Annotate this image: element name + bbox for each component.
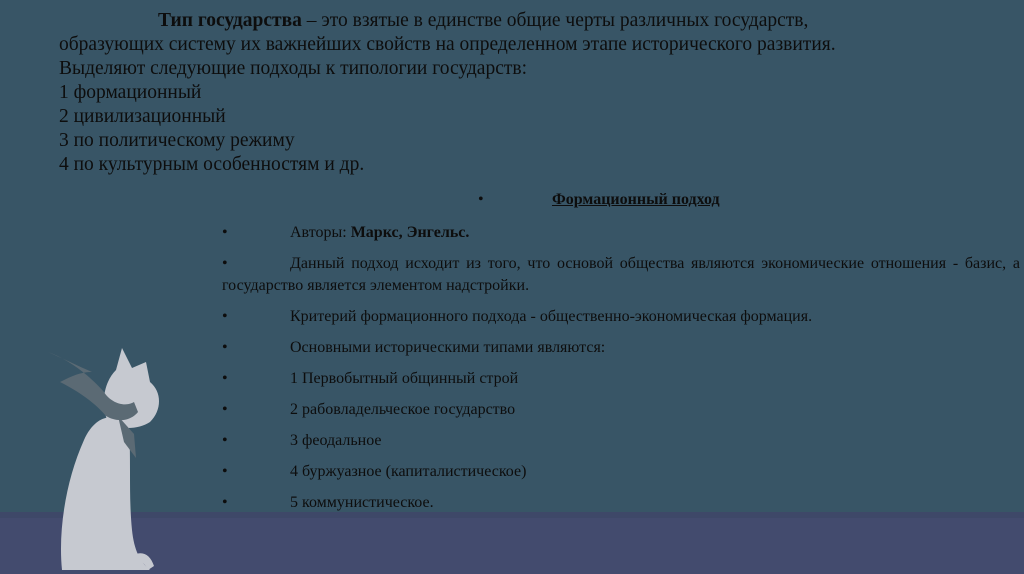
type-item: 4 буржуазное (капиталистическое) xyxy=(290,463,527,480)
type-item: 5 коммунистическое. xyxy=(290,494,434,511)
bullet-types-intro xyxy=(222,337,1020,359)
bullet: • xyxy=(222,494,228,511)
bullet-description xyxy=(222,253,1020,297)
approach-item: 2 цивилизационный xyxy=(59,106,226,127)
definition-line-2: образующих систему их важнейших свойств на определенном этапе исторического развития. xyxy=(59,34,836,55)
approaches-intro: Выделяют следующие подходы к типологии государств: xyxy=(59,58,527,79)
intro-text xyxy=(59,9,959,177)
bullet: • xyxy=(222,370,228,387)
authors-label: Авторы: xyxy=(290,224,351,241)
bullet: • xyxy=(222,463,228,480)
type-item: 2 рабовладельческое государство xyxy=(290,401,516,418)
list-item xyxy=(222,430,1020,452)
definition-line xyxy=(59,9,959,33)
bullet: • xyxy=(222,401,228,418)
definition-rest: – это взятые в единстве общие черты различных государств, xyxy=(301,10,809,31)
type-item: 1 Первобытный общинный строй xyxy=(290,370,519,387)
heading-formation-approach: Формационный подход xyxy=(552,191,720,208)
bullet: • xyxy=(478,191,484,208)
bullet: • xyxy=(222,432,228,449)
bullet: • xyxy=(222,308,228,325)
list-item xyxy=(222,492,1020,514)
bullet: • xyxy=(222,224,228,241)
approach-item: 4 по культурным особенностям и др. xyxy=(59,154,365,175)
approach-item: 1 формационный xyxy=(59,82,202,103)
section-heading xyxy=(478,189,720,211)
authors-names: Маркс, Энгельс. xyxy=(350,224,470,241)
approach-item: 3 по политическому режиму xyxy=(59,130,295,151)
list-item xyxy=(222,399,1020,421)
cat-illustration xyxy=(0,330,200,574)
bullet: • xyxy=(222,339,228,356)
type-item: 3 феодальное xyxy=(290,432,382,449)
types-intro-text: Основными историческими типами являются: xyxy=(290,339,606,356)
cat-body xyxy=(61,418,150,570)
bullet: • xyxy=(222,255,228,272)
bullet-criterion xyxy=(222,306,1020,328)
bullet-authors xyxy=(222,222,1020,244)
list-item xyxy=(222,368,1020,390)
criterion-text: Критерий формационного подхода - общественно-экономическая формация. xyxy=(290,308,813,325)
term-tip-gosudarstva: Тип государства xyxy=(158,10,302,31)
list-item xyxy=(222,461,1020,483)
description-text: Данный подход исходит из того, что основой общества являются экономические отношения - базис, а государство является элементом надстройки. xyxy=(222,255,1020,294)
